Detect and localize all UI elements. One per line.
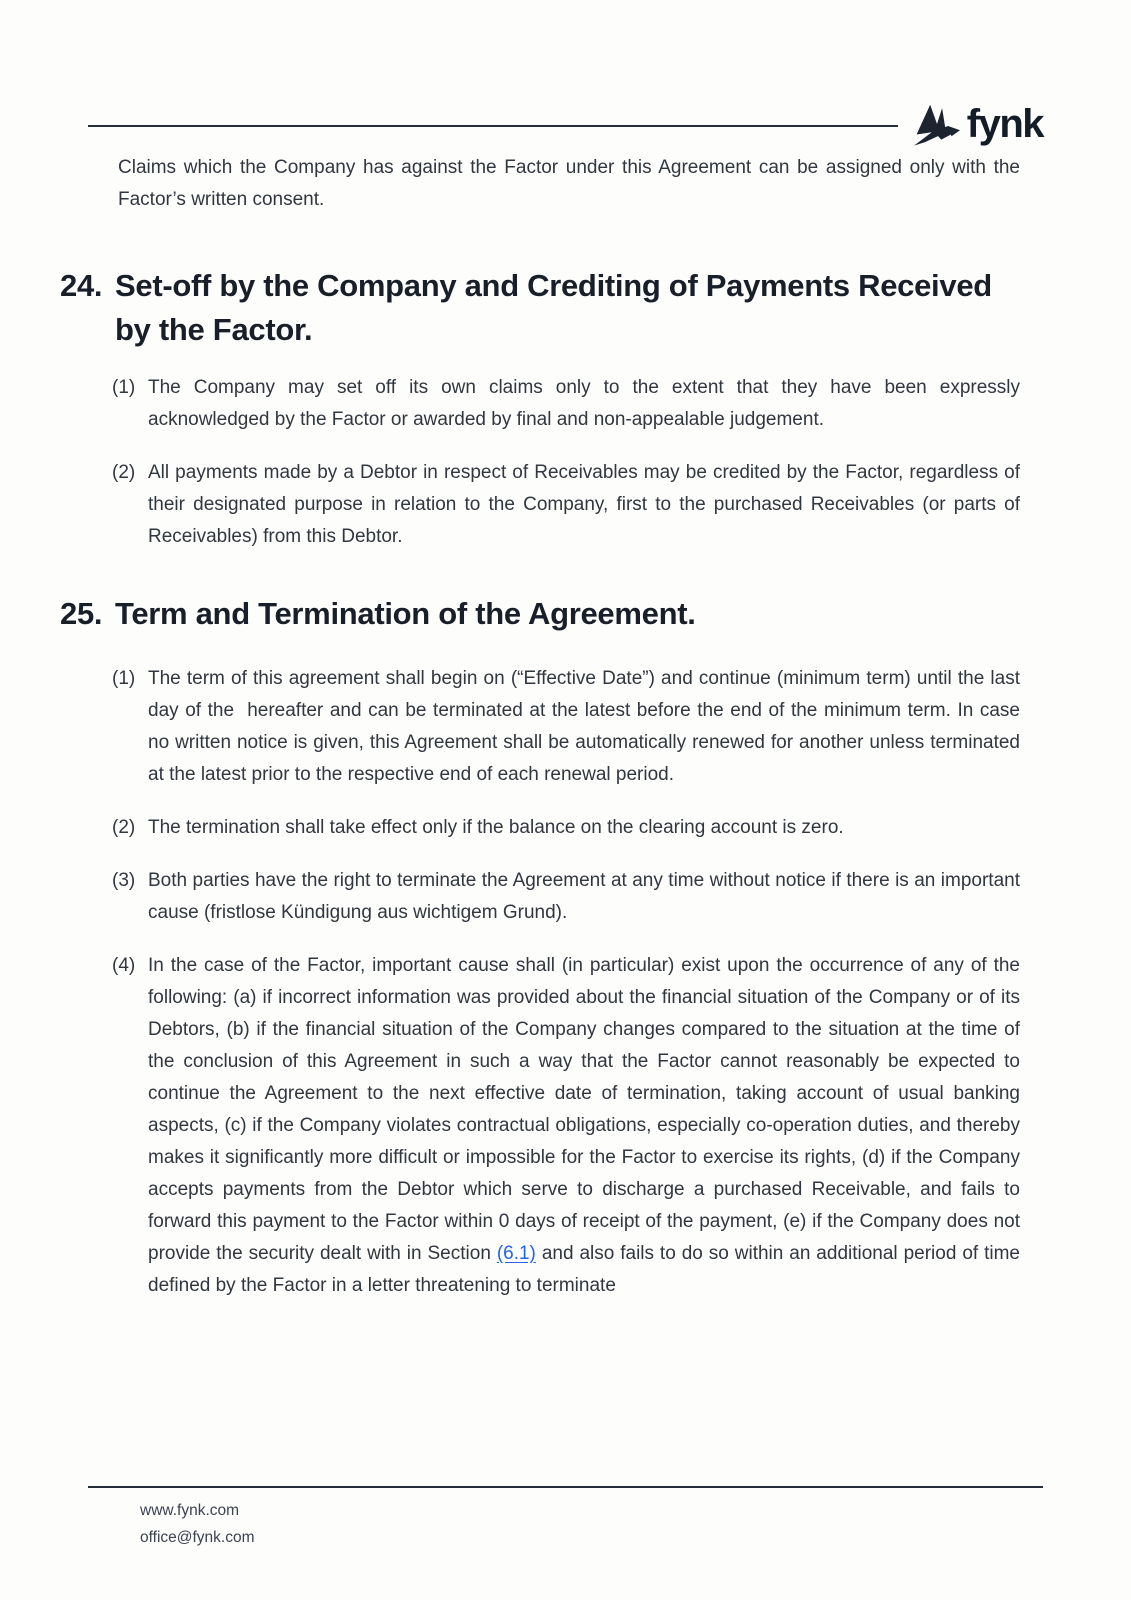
page-header — [88, 100, 1043, 152]
fynk-logo — [914, 103, 1043, 149]
intro-paragraph: Claims which the Company has against the Factor under this Agreement can be assigned only with the Factor’s written consent. — [118, 157, 1020, 210]
section-24-heading — [60, 264, 1022, 352]
footer-website: www.fynk.com — [140, 1502, 240, 1519]
item-text — [148, 950, 1020, 1302]
page-footer — [88, 1486, 1043, 1551]
section-25-title-line-1: Term and Termination of the Agreement. — [115, 596, 696, 631]
item-text: The termination shall take effect only if the balance on the clearing account is zero. — [148, 817, 844, 838]
section-25-items — [112, 663, 1020, 1323]
list-item — [112, 812, 1020, 844]
header-divider — [88, 125, 898, 128]
brand-name: fynk — [966, 102, 1043, 146]
section-6-1-link[interactable]: (6.1) — [496, 1243, 536, 1264]
list-item — [112, 372, 1020, 436]
item-text: Both parties have the right to terminate the Agreement at any time without notice if there is an important cause (fristlose Kündigung aus wichtigem Grund). — [148, 870, 1020, 923]
section-25-number: 25. — [60, 596, 103, 631]
list-item — [112, 457, 1020, 553]
item-text: The Company may set off its own claims only to the extent that they have been expressly acknowledged by the Factor or awarded by final and non-appealable judgement. — [148, 377, 1020, 430]
list-item — [112, 663, 1020, 791]
list-item — [112, 865, 1020, 929]
item-marker: (2) — [112, 462, 136, 483]
item-marker: (4) — [112, 955, 136, 976]
item-marker: (1) — [112, 668, 136, 689]
footer-email: office@fynk.com — [140, 1529, 255, 1546]
section-24-title-line-1: Set-off by the Company and Crediting of Payments Received — [115, 268, 992, 303]
section-24-title — [115, 264, 992, 352]
item-text: All payments made by a Debtor in respect of Receivables may be credited by the Factor, regardless of their designated purpose in relation to the Company, first to the purchased Receivables (or parts of Receivables) from this Debtor. — [148, 462, 1020, 547]
item-text: The term of this agreement shall begin on (“Effective Date”) and continue (minimum term) until the last day of the hereafter and can be terminated at the latest before the end of the minimum term. In case no written notice is given, this Agreement shall be automatically renewed for another unless terminated at the latest prior to the respective end of each renewal period. — [148, 668, 1020, 785]
section-24-items — [112, 372, 1020, 574]
item-marker: (1) — [112, 377, 136, 398]
item-text-after-link: and also fails to do so within an additional period of time defined by the Factor in a letter threatening to terminate — [148, 1243, 1020, 1296]
section-25-title — [115, 592, 696, 636]
item-marker: (2) — [112, 817, 136, 838]
section-24-title-line-2: by the Factor. — [115, 312, 313, 347]
item-text-before-link: In the case of the Factor, important cause shall (in particular) exist upon the occurrence of any of the following: (a) if incorrect information was provided about the financial situation of the Company or of its Debtors, (b) if the financial situation of the Company changes compared to the situation at the time of the conclusion of this Agreement in such a way that the Factor cannot reasonably be expected to continue the Agreement to the next effective date of termination, taking account of usual banking aspects, (c) if the Company violates contractual obligations, especially co-operation duties, and thereby makes it significantly more difficult or impossible for the Factor to exercise its rights, (d) if the Company accepts payments from the Debtor which serve to discharge a purchased Receivable, and fails to forward this payment to the Factor within 0 days of receipt of the payment, (e) if the Company does not provide the security dealt with in Section — [148, 955, 1020, 1264]
section-24-number: 24. — [60, 268, 103, 303]
item-marker: (3) — [112, 870, 136, 891]
section-25-heading — [60, 592, 1022, 636]
list-item — [112, 950, 1020, 1302]
origami-crane-icon — [914, 103, 960, 149]
